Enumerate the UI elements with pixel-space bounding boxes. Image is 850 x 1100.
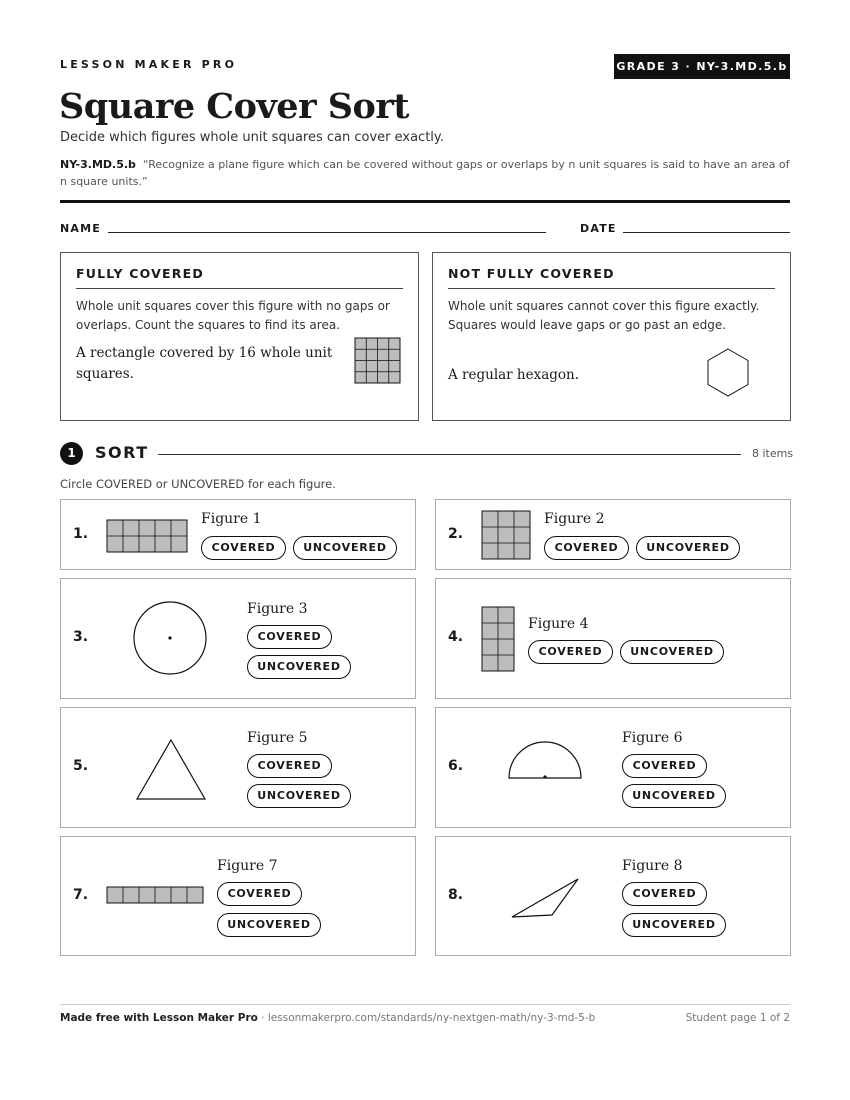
grade-badge: GRADE 3 · NY-3.MD.5.b <box>614 54 790 79</box>
uncovered-option[interactable]: UNCOVERED <box>247 655 351 679</box>
covered-option[interactable]: COVERED <box>201 536 286 560</box>
footer-credit <box>60 1012 595 1024</box>
sort-card <box>60 578 416 699</box>
uncovered-option[interactable]: UNCOVERED <box>217 913 321 937</box>
covered-option[interactable]: COVERED <box>622 882 707 906</box>
covered-option[interactable]: COVERED <box>217 882 302 906</box>
uncovered-option[interactable]: UNCOVERED <box>293 536 397 560</box>
item-number: 7. <box>73 887 89 903</box>
grid-rectangle-icon <box>106 886 206 905</box>
covered-option[interactable]: COVERED <box>528 640 613 664</box>
figure-label: Figure 5 <box>247 730 308 746</box>
name-label: NAME <box>60 222 101 235</box>
figure-label: Figure 7 <box>217 858 278 874</box>
grid-rectangle-icon <box>481 606 515 672</box>
uncovered-option[interactable]: UNCOVERED <box>622 913 726 937</box>
page-indicator: Student page 1 of 2 <box>685 1012 790 1024</box>
sort-card <box>435 578 791 699</box>
date-field[interactable] <box>623 232 790 233</box>
section-number: 1 <box>60 442 83 465</box>
sort-card <box>60 836 416 956</box>
header-divider <box>60 200 790 203</box>
covered-option[interactable]: COVERED <box>622 754 707 778</box>
example-heading: FULLY COVERED <box>76 266 403 289</box>
figure-label: Figure 1 <box>201 511 262 527</box>
figure-label: Figure 3 <box>247 601 308 617</box>
example-not-fully-covered <box>432 252 791 421</box>
sort-card <box>60 707 416 828</box>
instructions: Circle COVERED or UNCOVERED for each figure. <box>60 477 336 491</box>
covered-option[interactable]: COVERED <box>544 536 629 560</box>
item-number: 3. <box>73 629 89 645</box>
semicircle-icon <box>507 740 583 780</box>
example-heading: NOT FULLY COVERED <box>448 266 775 289</box>
example-figure-text: A rectangle covered by 16 whole unit squares. <box>76 345 333 382</box>
brand-name: LESSON MAKER PRO <box>60 58 238 71</box>
section-divider <box>158 454 741 455</box>
page-title: Square Cover Sort <box>59 86 409 127</box>
covered-option[interactable]: COVERED <box>247 754 332 778</box>
figure-label: Figure 2 <box>544 511 605 527</box>
item-number: 4. <box>448 629 464 645</box>
hexagon-icon <box>705 347 751 399</box>
item-number: 2. <box>448 526 464 542</box>
sort-card <box>435 499 791 570</box>
footer-divider <box>60 1004 790 1005</box>
footer-made-with: Made free with Lesson Maker Pro <box>60 1012 258 1024</box>
name-field[interactable] <box>108 232 546 233</box>
covered-option[interactable]: COVERED <box>247 625 332 649</box>
item-number: 1. <box>73 526 89 542</box>
item-count: 8 items <box>752 447 794 460</box>
grid-4x4-icon <box>354 337 402 385</box>
figure-label: Figure 6 <box>622 730 683 746</box>
example-fully-covered <box>60 252 419 421</box>
uncovered-option[interactable]: UNCOVERED <box>620 640 724 664</box>
obtuse-triangle-icon <box>510 877 582 919</box>
standard-text: “Recognize a plane figure which can be covered without gaps or overlaps by n unit squares is said to have an area of n square units.” <box>60 158 790 188</box>
date-label: DATE <box>580 222 617 235</box>
section-title: SORT <box>95 443 149 462</box>
uncovered-option[interactable]: UNCOVERED <box>636 536 740 560</box>
item-number: 8. <box>448 887 464 903</box>
uncovered-option[interactable]: UNCOVERED <box>247 784 351 808</box>
example-description: Whole unit squares cannot cover this figure exactly. Squares would leave gaps or go past an edge. <box>448 299 760 332</box>
grid-rectangle-icon <box>106 519 190 554</box>
sort-card <box>435 836 791 956</box>
standard-statement <box>60 156 790 190</box>
sort-card <box>60 499 416 570</box>
circle-icon <box>132 600 208 676</box>
figure-label: Figure 8 <box>622 858 683 874</box>
uncovered-option[interactable]: UNCOVERED <box>622 784 726 808</box>
triangle-icon <box>135 739 207 801</box>
sort-card <box>435 707 791 828</box>
grid-rectangle-icon <box>481 510 531 560</box>
figure-label: Figure 4 <box>528 616 589 632</box>
standard-code: NY-3.MD.5.b <box>60 158 136 171</box>
example-description: Whole unit squares cover this figure with no gaps or overlaps. Count the squares to find its area. <box>76 299 390 332</box>
item-number: 6. <box>448 758 464 774</box>
example-figure-text: A regular hexagon. <box>448 367 580 383</box>
page-subtitle: Decide which figures whole unit squares can cover exactly. <box>60 130 444 145</box>
footer-url[interactable]: · lessonmakerpro.com/standards/ny-nextgen-math/ny-3-md-5-b <box>257 1012 596 1024</box>
item-number: 5. <box>73 758 89 774</box>
